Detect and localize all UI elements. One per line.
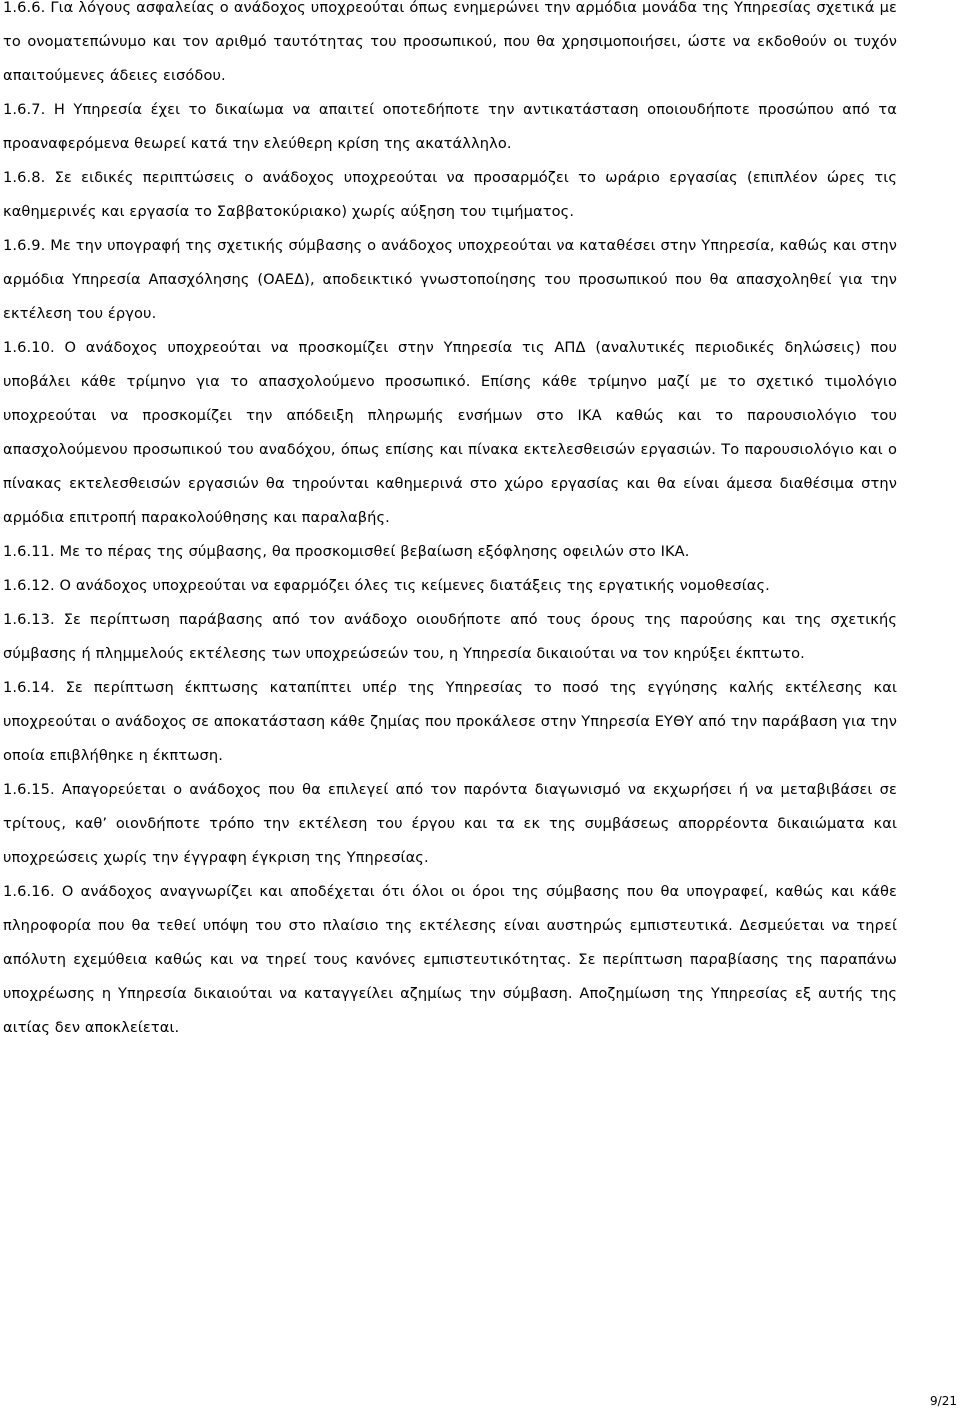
paragraph-1-6-15: 1.6.15. Απαγορεύεται ο ανάδοχος που θα επιλεγεί από τον παρόντα διαγωνισμό να εκχωρήσει ή να μεταβιβάσει σε τρίτους, καθ’ οιονδήποτε τρόπο την εκτέλεση του έργου και τα εκ της συμβάσεως απορρέοντα δικαιώματα και υποχρεώσεις χωρίς την έγγραφη έγκριση της Υπηρεσίας. [3,781,897,866]
paragraph-1-6-6: 1.6.6. Για λόγους ασφαλείας ο ανάδοχος υποχρεούται όπως ενημερώνει την αρμόδια μονάδα της Υπηρεσίας σχετικά με το ονοματεπώνυμο και τον αριθμό ταυτότητας του προσωπικού, που θα χρησιμοποιήσει, ώστε να εκδοθούν οι τυχόν απαιτούμενες άδειες εισόδου. [3,0,897,84]
paragraph-1-6-9: 1.6.9. Με την υπογραφή της σχετικής σύμβασης ο ανάδοχος υποχρεούται να καταθέσει στην Υπηρεσία, καθώς και στην αρμόδια Υπηρεσία Απασχόλησης (ΟΑΕΔ), αποδεικτικό γνωστοποίησης του προσωπικού που θα απασχοληθεί για την εκτέλεση του έργου. [3,237,897,322]
paragraph-1-6-8: 1.6.8. Σε ειδικές περιπτώσεις ο ανάδοχος υποχρεούται να προσαρμόζει το ωράριο εργασίας (επιπλέον ώρες τις καθημερινές και εργασία το Σαββατοκύριακο) χωρίς αύξηση του τιμήματος. [3,169,897,220]
paragraph-1-6-14: 1.6.14. Σε περίπτωση έκπτωσης καταπίπτει υπέρ της Υπηρεσίας το ποσό της εγγύησης καλής εκτέλεσης και υποχρεούται ο ανάδοχος σε αποκατάσταση κάθε ζημίας που προκάλεσε στην Υπηρεσία ΕΥΘΥ από την παράβαση για την οποία επιβλήθηκε η έκπτωση. [3,679,897,764]
paragraph-1-6-11: 1.6.11. Με το πέρας της σύμβασης, θα προσκομισθεί βεβαίωση εξόφλησης οφειλών στο ΙΚΑ. [3,543,690,560]
page-number: 9/21 [930,1394,957,1408]
paragraph-1-6-13: 1.6.13. Σε περίπτωση παράβασης από τον ανάδοχο οιουδήποτε από τους όρους της παρούσης και της σχετικής σύμβασης ή πλημμελούς εκτέλεσης των υποχρεώσεών του, η Υπηρεσία δικαιούται να τον κηρύξει έκπτωτο. [3,611,897,662]
paragraph-1-6-12: 1.6.12. Ο ανάδοχος υποχρεούται να εφαρμόζει όλες τις κείμενες διατάξεις της εργατικής νομοθεσίας. [3,577,770,594]
paragraph-1-6-10: 1.6.10. Ο ανάδοχος υποχρεούται να προσκομίζει στην Υπηρεσία τις ΑΠΔ (αναλυτικές περιοδικές δηλώσεις) που υποβάλει κάθε τρίμηνο για το απασχολούμενο προσωπικό. Επίσης κάθε τρίμηνο μαζί με το σχετικό τιμολόγιο υποχρεούται να προσκομίζει την απόδειξη πληρωμής ενσήμων στο ΙΚΑ καθώς και το παρουσιολόγιο του απασχολούμενου προσωπικού του αναδόχου, όπως επίσης και πίνακα εκτελεσθεισών εργασιών. Το παρουσιολόγιο και ο πίνακας εκτελεσθεισών εργασιών θα τηρούνται καθημερινά στο χώρο εργασίας και θα είναι άμεσα διαθέσιμα στην αρμόδια επιτροπή παρακολούθησης και παραλαβής. [3,339,897,526]
paragraph-1-6-16: 1.6.16. Ο ανάδοχος αναγνωρίζει και αποδέχεται ότι όλοι οι όροι της σύμβασης που θα υπογραφεί, καθώς και κάθε πληροφορία που θα τεθεί υπόψη του στο πλαίσιο της εκτέλεσης είναι αυστηρώς εμπιστευτικά. Δεσμεύεται να τηρεί απόλυτη εχεμύθεια καθώς και να τηρεί τους κανόνες εμπιστευτικότητας. Σε περίπτωση παραβίασης της παραπάνω υποχρέωσης η Υπηρεσία δικαιούται να καταγγείλει αζημίως την σύμβαση. Αποζημίωση της Υπηρεσίας εξ αυτής της αιτίας δεν αποκλείεται. [3,883,897,1036]
paragraph-1-6-7: 1.6.7. Η Υπηρεσία έχει το δικαίωμα να απαιτεί οποτεδήποτε την αντικατάσταση οποιουδήποτε προσώπου από τα προαναφερόμενα θεωρεί κατά την ελεύθερη κρίση της ακατάλληλο. [3,101,897,152]
document-body [3,0,897,1045]
